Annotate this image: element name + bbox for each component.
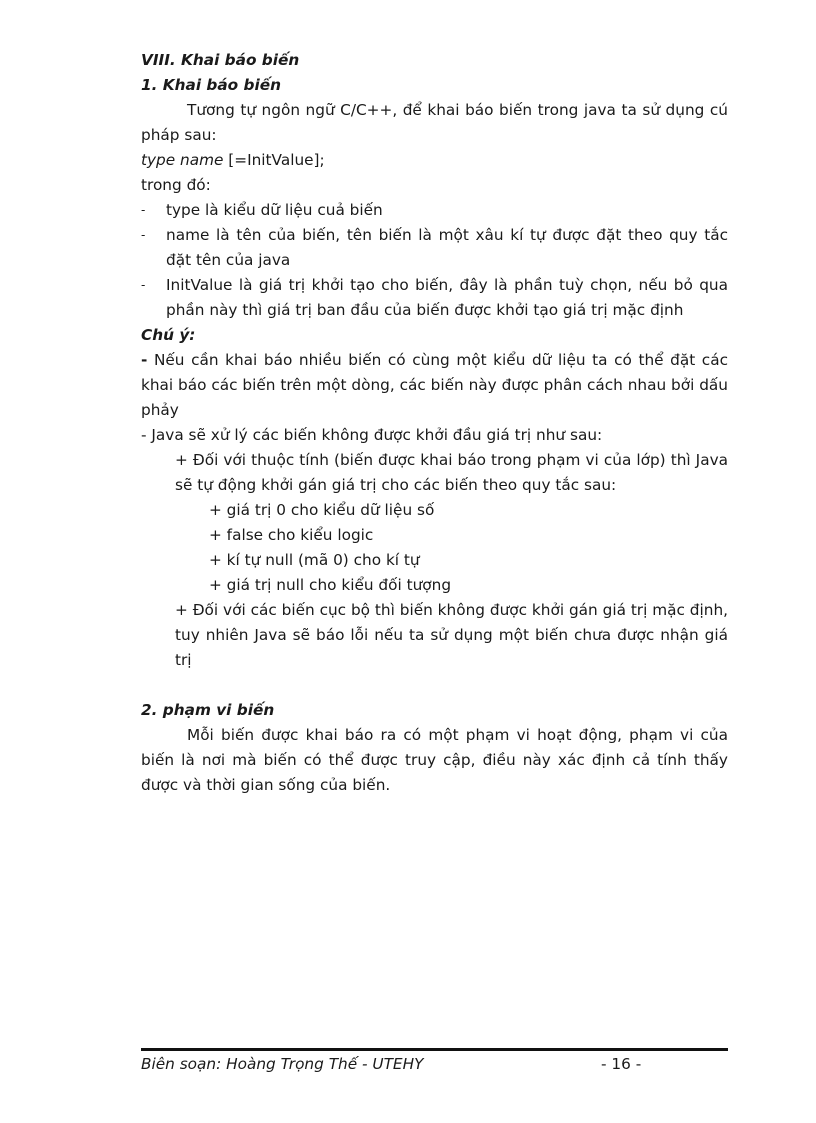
bullet-text: name là tên của biến, tên biến là một xâu kí tự được đặt theo quy tắc đặt tên của java: [166, 226, 728, 269]
default-value-item: + giá trị 0 cho kiểu dữ liệu số: [209, 501, 435, 519]
subsection-heading-scope: 2. phạm vi biến: [141, 701, 275, 719]
syntax-name: name: [180, 151, 224, 169]
default-value-item: + giá trị null cho kiểu đối tượng: [209, 576, 452, 594]
note-heading: Chú ý:: [141, 326, 196, 344]
spacer: [141, 673, 728, 698]
syntax-type: type: [141, 151, 176, 169]
bullet-item: [141, 223, 728, 273]
footer-divider: [141, 1048, 728, 1051]
bullet-marker: -: [141, 203, 146, 217]
page-footer: [141, 1053, 728, 1075]
document-page: [141, 48, 728, 798]
subsection-heading-declaration: 1. Khai báo biến: [141, 76, 281, 94]
bullet-marker: -: [141, 228, 146, 242]
page-number: - 16 -: [601, 1055, 642, 1073]
bullet-marker: -: [141, 278, 146, 292]
rule-local: + Đối với các biến cục bộ thì biến không được khởi gán giá trị mặc định, tuy nhiên Java sẽ báo lỗi nếu ta sử dụng một biến chưa được nhận giá trị: [175, 601, 728, 669]
note-paragraph-2: - Java sẽ xử lý các biến không được khởi đầu giá trị như sau:: [141, 426, 603, 444]
bullet-text: type là kiểu dữ liệu cuả biến: [166, 201, 383, 219]
rule-attribute: + Đối với thuộc tính (biến được khai báo trong phạm vi của lớp) thì Java sẽ tự động khởi gán giá trị cho các biến theo quy tắc sau:: [175, 451, 728, 494]
note-marker: -: [141, 351, 148, 369]
where-label: trong đó:: [141, 176, 211, 194]
bullet-item: [141, 273, 728, 323]
note-paragraph-1: [141, 348, 728, 423]
syntax-init: [=InitValue];: [223, 151, 325, 169]
note-text-1: Nếu cần khai báo nhiều biến có cùng một kiểu dữ liệu ta có thể đặt các khai báo các biến trên một dòng, các biến này được phân cách nhau bởi dấu phảy: [141, 351, 728, 419]
default-value-item: + kí tự null (mã 0) cho kí tự: [209, 551, 420, 569]
bullet-text: InitValue là giá trị khởi tạo cho biến, đây là phần tuỳ chọn, nếu bỏ qua phần này thì giá trị ban đầu của biến được khởi tạo giá trị mặc định: [166, 276, 728, 319]
syntax-line: [141, 148, 728, 173]
intro-paragraph: Tương tự ngôn ngữ C/C++, để khai báo biến trong java ta sử dụng cú pháp sau:: [141, 101, 728, 144]
section-heading: VIII. Khai báo biến: [141, 51, 300, 69]
bullet-item: [141, 198, 728, 223]
default-value-item: + false cho kiểu logic: [209, 526, 374, 544]
footer-author: Biên soạn: Hoàng Trọng Thế - UTEHY: [141, 1055, 424, 1073]
scope-paragraph: Mỗi biến được khai báo ra có một phạm vi hoạt động, phạm vi của biến là nơi mà biến có thể được truy cập, điều này xác định cả tính thấy được và thời gian sống của biến.: [141, 726, 728, 794]
